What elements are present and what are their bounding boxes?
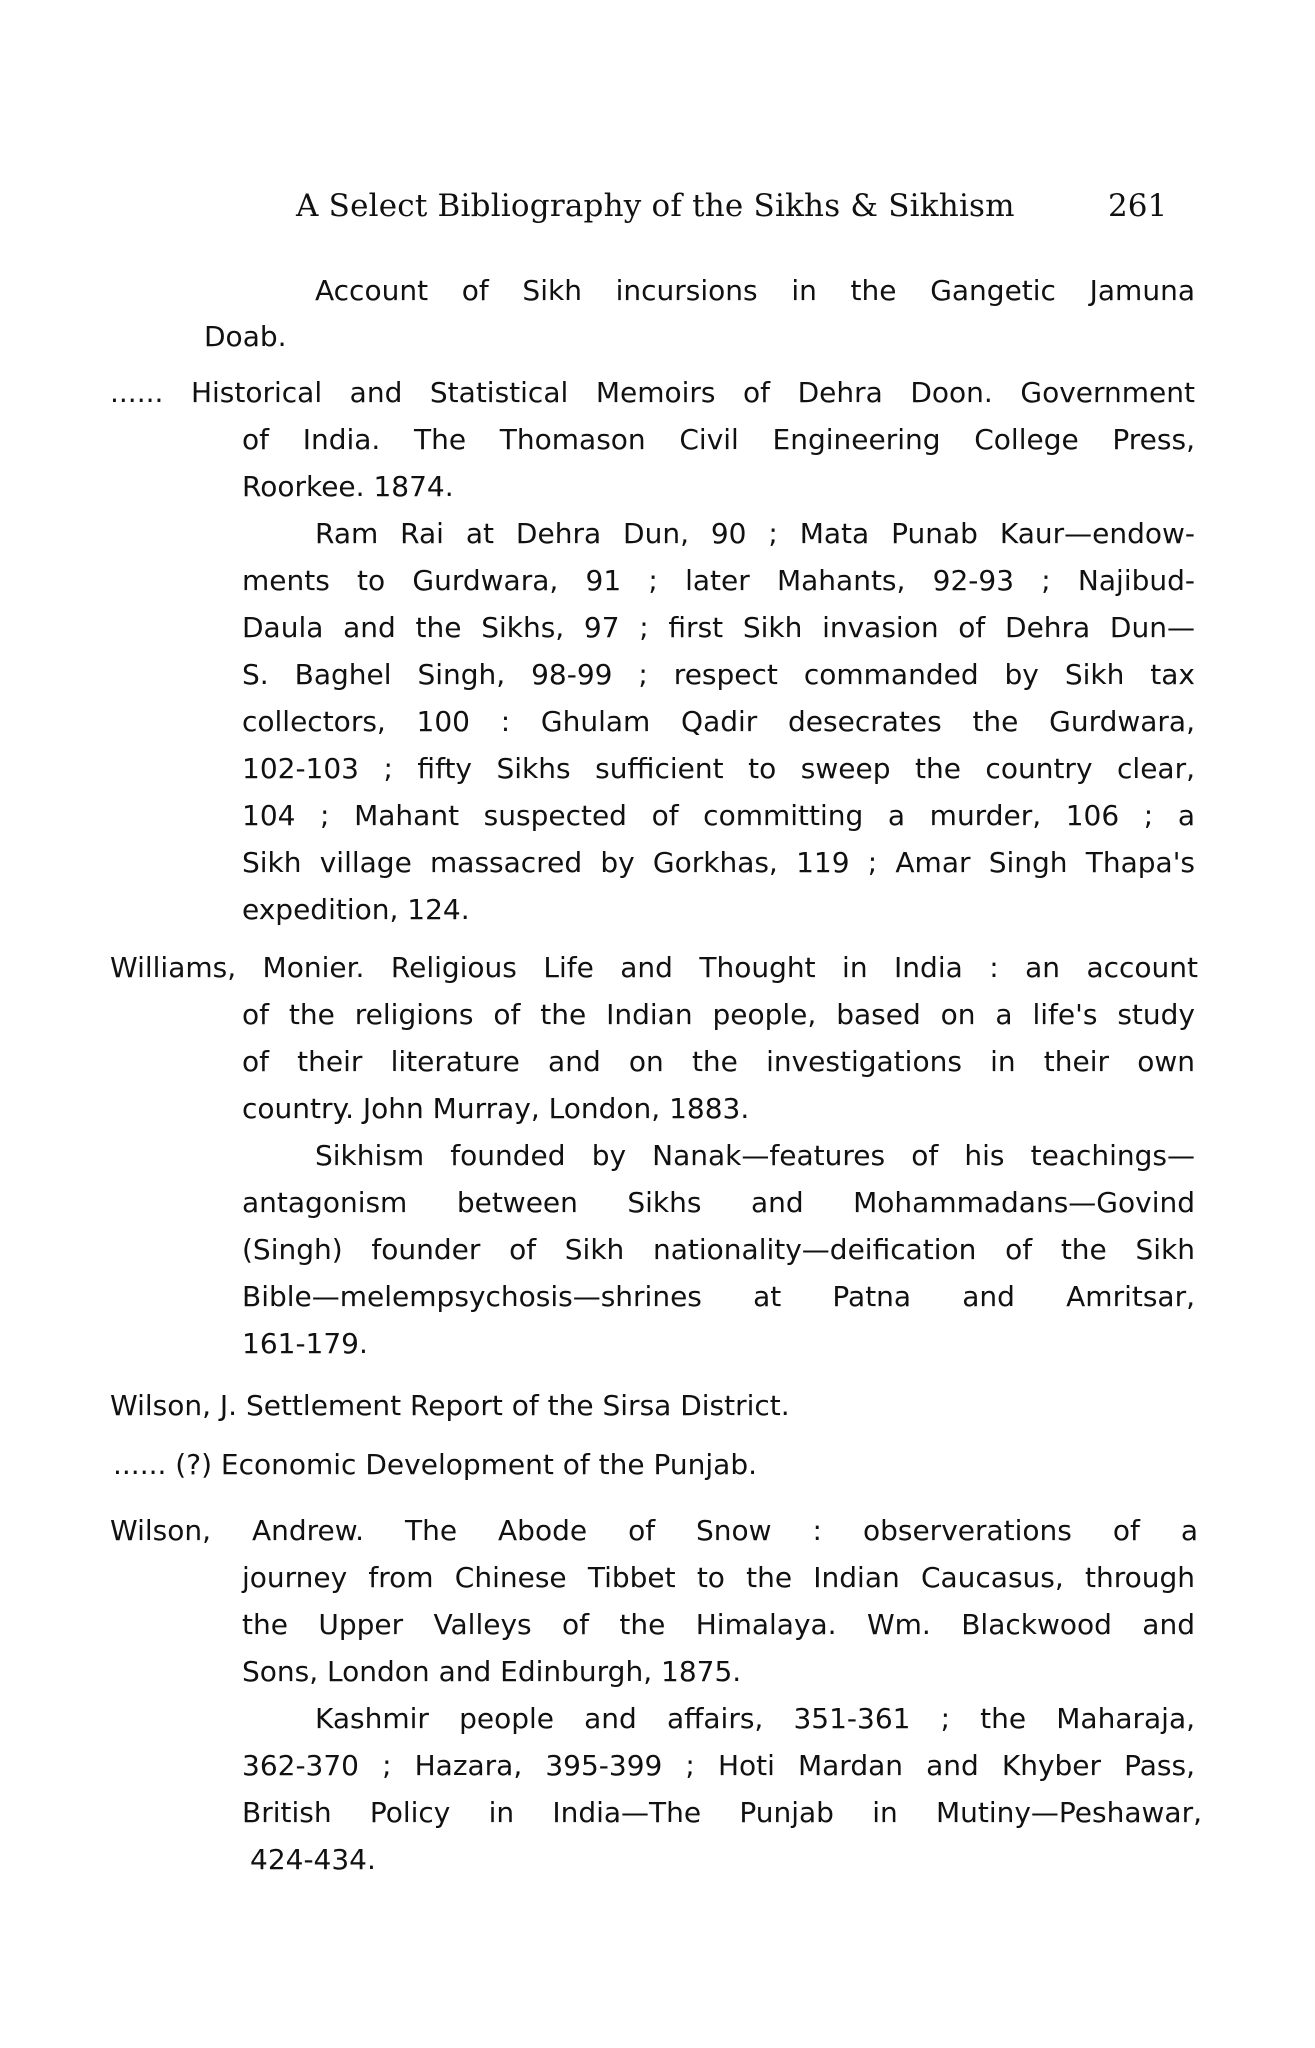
entry-line: (Singh) founder of Sikh nationality—deification of the Sikh (242, 1233, 1195, 1266)
entry-line: Sons, London and Edinburgh, 1875. (242, 1655, 742, 1688)
entry-line: 424-434. (250, 1843, 376, 1876)
entry-line: Account of Sikh incursions in the Gangetic Jamuna (315, 274, 1195, 307)
entry-line: 104 ; Mahant suspected of committing a murder, 106 ; a (242, 799, 1195, 832)
entry-heading-line: Williams, Monier. Religious Life and Thought in India : an account (110, 951, 1198, 984)
entry-heading-line: ...... (?) Economic Development of the Punjab. (113, 1448, 757, 1481)
entry-line: Roorkee. 1874. (242, 470, 454, 503)
entry-heading-line: Wilson, J. Settlement Report of the Sirsa District. (110, 1389, 790, 1422)
entry-line: Doab. (204, 320, 287, 353)
entry-line: of India. The Thomason Civil Engineering College Press, (242, 423, 1195, 456)
entry-line: 362-370 ; Hazara, 395-399 ; Hoti Mardan and Khyber Pass, (242, 1749, 1195, 1782)
entry-line: 102-103 ; fifty Sikhs sufficient to sweep the country clear, (242, 752, 1195, 785)
entry-line: Bible—melempsychosis—shrines at Patna and Amritsar, (242, 1280, 1195, 1313)
entry-line: antagonism between Sikhs and Mohammadans—Govind (242, 1186, 1195, 1219)
entry-line: British Policy in India—The Punjab in Mutiny—Peshawar, (242, 1796, 1202, 1829)
entry-line: Ram Rai at Dehra Dun, 90 ; Mata Punab Kaur—endow- (315, 517, 1195, 550)
entry-line: journey from Chinese Tibbet to the Indian Caucasus, through (242, 1561, 1195, 1594)
entry-line: 161-179. (242, 1327, 368, 1360)
entry-line: ments to Gurdwara, 91 ; later Mahants, 92-93 ; Najibud- (242, 564, 1195, 597)
entry-heading-line: ...... Historical and Statistical Memoirs of Dehra Doon. Government (110, 376, 1195, 409)
entry-line: expedition, 124. (242, 893, 470, 926)
entry-heading-line: Wilson, Andrew. The Abode of Snow : observerations of a (110, 1514, 1198, 1547)
entry-line: country. John Murray, London, 1883. (242, 1092, 750, 1125)
entry-line: Kashmir people and affairs, 351-361 ; the Maharaja, (315, 1702, 1195, 1735)
entry-line: the Upper Valleys of the Himalaya. Wm. Blackwood and (242, 1608, 1195, 1641)
entry-line: collectors, 100 : Ghulam Qadir desecrates the Gurdwara, (242, 705, 1195, 738)
entry-line: of their literature and on the investigations in their own (242, 1045, 1195, 1078)
entry-line: Daula and the Sikhs, 97 ; first Sikh invasion of Dehra Dun— (242, 611, 1195, 644)
entry-line: Sikhism founded by Nanak—features of his teachings— (315, 1139, 1195, 1172)
entry-line: of the religions of the Indian people, based on a life's study (242, 998, 1195, 1031)
running-head: A Select Bibliography of the Sikhs & Sikhism (296, 188, 1015, 224)
page-number: 261 (1108, 188, 1168, 224)
entry-line: S. Baghel Singh, 98-99 ; respect commanded by Sikh tax (242, 658, 1195, 691)
entry-line: Sikh village massacred by Gorkhas, 119 ; Amar Singh Thapa's (242, 846, 1195, 879)
